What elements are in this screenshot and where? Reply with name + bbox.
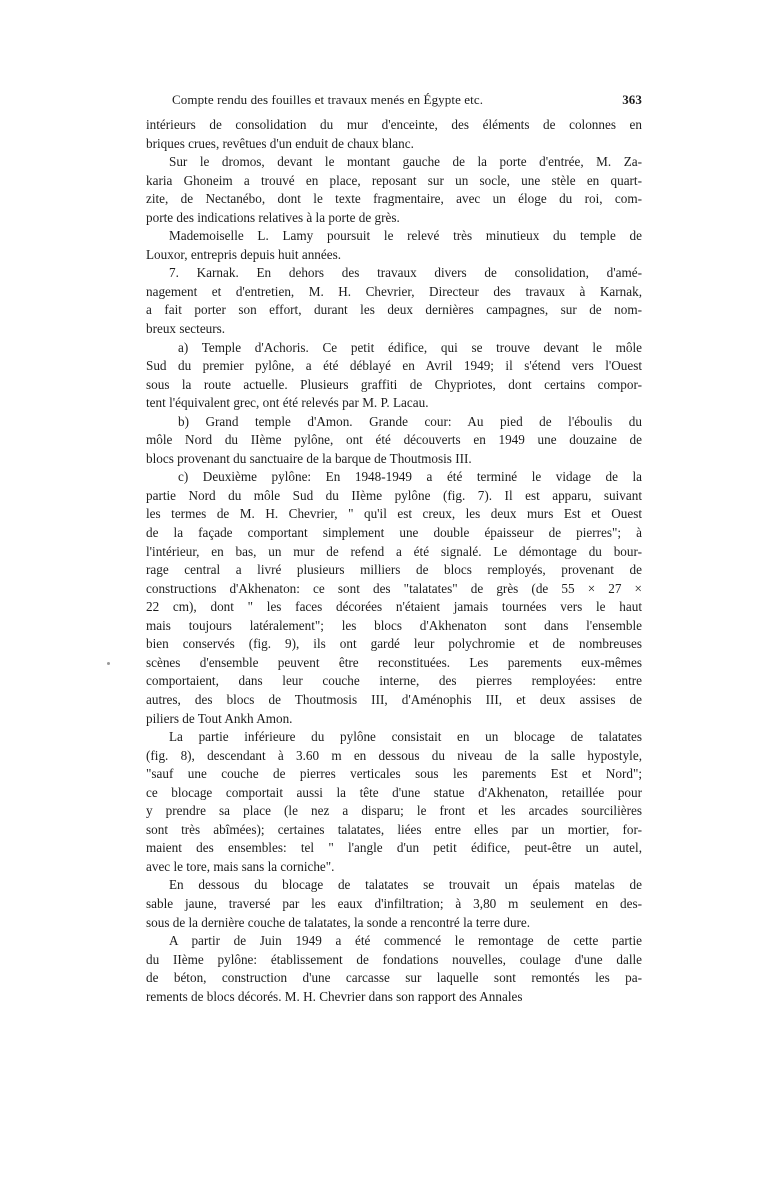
- paragraph: [146, 264, 642, 338]
- running-header: [172, 92, 642, 108]
- text-line: sable jaune, traversé par les eaux d'infiltration; à 3,80 m seulement en des-: [146, 895, 642, 911]
- text-line: Louxor, entrepris depuis huit années.: [146, 246, 342, 262]
- text-line: mais toujours latéralement"; les blocs d'Akhenaton sont dans l'ensemble: [146, 617, 642, 633]
- text-line: y prendre sa place (le nez a disparu; le front et les arcades sourcilières: [146, 803, 642, 819]
- paragraph: [146, 728, 642, 876]
- text-line: Mademoiselle L. Lamy poursuit le relevé très minutieux du temple de: [169, 228, 642, 244]
- text-line: l'intérieur, en bas, un mur de refend a été signalé. Le démontage du bour-: [146, 543, 642, 559]
- text-line: En dessous du blocage de talatates se trouvait un épais matelas de: [169, 877, 642, 893]
- text-line: "sauf une couche de pierres verticales sous les parements Est et Nord";: [146, 766, 642, 782]
- text-line: tent l'équivalent grec, ont été relevés par M. P. Lacau.: [146, 395, 429, 411]
- paragraph: [146, 339, 642, 413]
- text-line: du IIème pylône: établissement de fondations nouvelles, coulage d'une dalle: [146, 951, 642, 967]
- text-line: rage central a livré plusieurs milliers de blocs remployés, provenant de: [146, 562, 642, 578]
- page-number: 363: [622, 92, 642, 107]
- text-line: sont très abîmées); certaines talatates, liées entre elles par un mortier, for-: [146, 821, 642, 837]
- page-body: [146, 92, 642, 1006]
- text-line: 22 cm), dont " les faces décorées n'étaient jamais tournées vers le haut: [146, 599, 642, 615]
- margin-speck: [107, 662, 110, 665]
- text-line: Sur le dromos, devant le montant gauche de la porte d'entrée, M. Za-: [169, 154, 642, 170]
- text-line: a fait porter son effort, durant les deux dernières campagnes, sur de nom-: [146, 302, 642, 318]
- text-line: Sud du premier pylône, a été déblayé en Avril 1949; il s'étend vers l'Ouest: [146, 358, 642, 374]
- text-line: partie Nord du môle Sud du IIème pylône (fig. 7). Il est apparu, suivant: [146, 487, 642, 503]
- text-line: môle Nord du IIème pylône, ont été découverts en 1949 une douzaine de: [146, 432, 642, 448]
- main-text: [146, 116, 642, 1006]
- text-line: sous de la dernière couche de talatates, la sonde a rencontré la terre dure.: [146, 914, 531, 930]
- paragraph: [146, 413, 642, 469]
- text-line: nagement et d'entretien, M. H. Chevrier, Directeur des travaux à Karnak,: [146, 283, 642, 299]
- text-line: 7. Karnak. En dehors des travaux divers de consolidation, d'amé-: [169, 265, 642, 281]
- text-line: karia Ghoneim a trouvé en place, reposant sur un socle, une stèle en quart-: [146, 172, 642, 188]
- text-line: (fig. 8), descendant à 3.60 m en dessous du niveau de la salle hypostyle,: [146, 747, 642, 763]
- text-line: avec le tore, mais sans la corniche".: [146, 858, 335, 874]
- text-line: La partie inférieure du pylône consistait en un blocage de talatates: [169, 729, 642, 745]
- text-line: autres, des blocs de Thoutmosis III, d'Aménophis III, et deux assises de: [146, 691, 642, 707]
- paragraph: [146, 876, 642, 932]
- text-line: bien conservés (fig. 9), ils ont gardé leur polychromie et de nombreuses: [146, 636, 642, 652]
- text-line: constructions d'Akhenaton: ce sont des "talatates" de grès (de 55 × 27 ×: [146, 580, 642, 596]
- text-line: b) Grand temple d'Amon. Grande cour: Au pied de l'éboulis du: [178, 413, 642, 429]
- text-line: de la façade comportant simplement une double épaisseur de pierres"; à: [146, 525, 642, 541]
- text-line: A partir de Juin 1949 a été commencé le remontage de cette partie: [169, 933, 642, 949]
- text-line: maient des ensembles: tel " l'angle d'un petit édifice, peut-être un autel,: [146, 840, 642, 856]
- text-line: sous la route actuelle. Plusieurs graffiti de Chypriotes, dont certains compor-: [146, 376, 642, 392]
- paragraph: [146, 116, 642, 153]
- text-line: ce blocage comportait aussi la tête d'une statue d'Akhenaton, retaillée pour: [146, 784, 642, 800]
- text-line: piliers de Tout Ankh Amon.: [146, 710, 293, 726]
- text-line: comportaient, dans leur couche interne, des pierres remployées: entre: [146, 673, 642, 689]
- text-line: de béton, construction d'une carcasse sur laquelle sont remontés les pa-: [146, 970, 642, 986]
- text-line: rements de blocs décorés. M. H. Chevrier dans son rapport des Annales: [146, 988, 523, 1004]
- text-line: intérieurs de consolidation du mur d'enceinte, des éléments de colonnes en: [146, 117, 642, 132]
- paragraph: [146, 227, 642, 264]
- text-line: zite, de Nectanébo, dont le texte fragmentaire, avec un éloge du roi, com-: [146, 191, 642, 207]
- paragraph: [146, 468, 642, 728]
- text-line: les termes de M. H. Chevrier, " qu'il est creux, les deux murs Est et Ouest: [146, 506, 642, 522]
- text-line: scènes d'ensemble peuvent être reconstituées. Les parements eux-mêmes: [146, 654, 642, 670]
- paragraph: [146, 932, 642, 1006]
- text-line: briques crues, revêtues d'un enduit de chaux blanc.: [146, 135, 414, 151]
- text-line: porte des indications relatives à la porte de grès.: [146, 209, 400, 225]
- paragraph: [146, 153, 642, 227]
- text-line: breux secteurs.: [146, 321, 226, 337]
- text-line: a) Temple d'Achoris. Ce petit édifice, qui se trouve devant le môle: [178, 339, 642, 355]
- running-title: Compte rendu des fouilles et travaux menés en Égypte etc.: [172, 92, 484, 107]
- text-line: c) Deuxième pylône: En 1948-1949 a été terminé le vidage de la: [178, 469, 642, 485]
- text-line: blocs provenant du sanctuaire de la barque de Thoutmosis III.: [146, 450, 472, 466]
